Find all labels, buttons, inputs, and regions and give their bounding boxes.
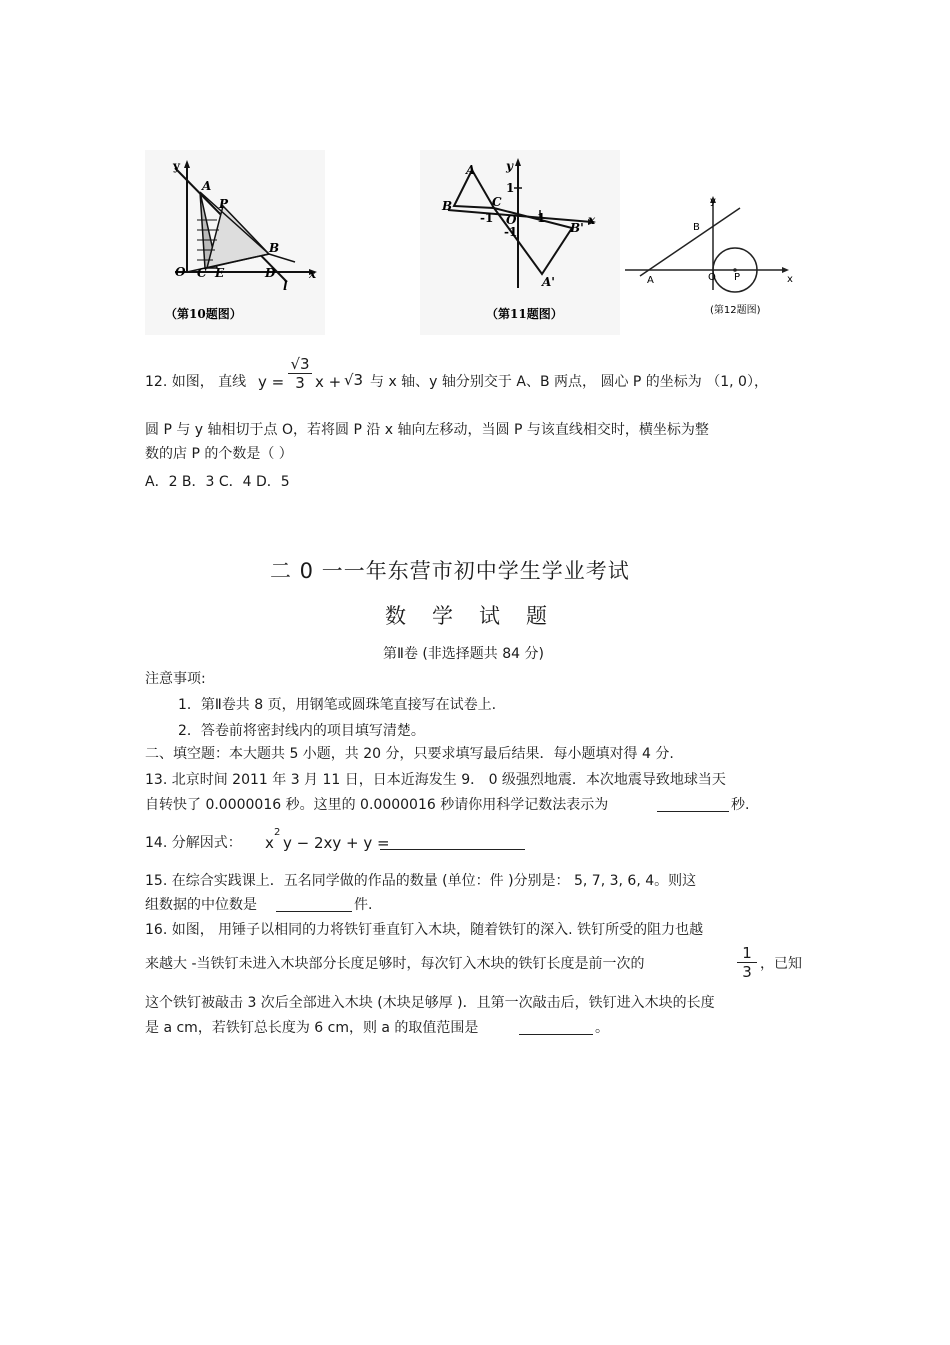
q16-line4: 是 a cm，若铁钉总长度为 6 cm，则 a 的取值范围是 — [145, 1020, 479, 1036]
fig11-label-x: x — [588, 213, 596, 227]
fig11-label-a2: A' — [542, 275, 555, 289]
notes-item-2: 2．答卷前将密封线内的项目填写清楚。 — [178, 723, 425, 739]
fig12-label-o: O — [708, 272, 716, 283]
q13-line2: 自转快了 0.0000016 秒。这里的 0.0000016 秒请你用科学记数法表示为 — [145, 797, 609, 813]
q16-line2-end: ，已知 — [760, 956, 802, 972]
fig12-label-p: P — [734, 272, 741, 283]
q13-unit: 秒. — [731, 797, 750, 813]
q14-expr-x: x — [265, 834, 274, 852]
fig11-label-o: O — [506, 213, 517, 227]
q16-line2: 来越大 -当铁钉未进入木块部分长度足够时，每次钉入木块的铁钉长度是前一次的 — [145, 956, 645, 972]
fig11-label-b: B — [442, 199, 453, 213]
q12-frac-num: √3 — [290, 355, 310, 373]
q12-middle: x + — [315, 373, 342, 391]
q16-line3: 这个铁钉被敲击 3 次后全部进入木块 (木块足够厚 )．且第一次敲击后，铁钉进入木块的长度 — [145, 995, 715, 1011]
fig10-label-b: B — [269, 241, 280, 255]
fig10-label-p: P — [219, 197, 229, 211]
figure-10 — [145, 150, 325, 335]
q12-line3: 数的店 P 的个数是（ ） — [145, 446, 293, 462]
fig10-label-c: C — [197, 266, 207, 280]
fig11-label-neg1y: -1 — [504, 225, 518, 239]
q12-fraction — [288, 355, 312, 392]
q13-line1: 13. 北京时间 2011 年 3 月 11 日，日本近海发生 9． 0 级强烈地震．本次地震导致地球当天 — [145, 772, 726, 788]
q16-frac-num: 1 — [742, 944, 752, 962]
fig12-label-x: x — [787, 274, 793, 285]
q12-sqrt3: √3 — [344, 371, 364, 389]
fig10-label-d: D — [265, 266, 276, 280]
q12-y-equals: y = — [258, 373, 285, 391]
fig11-label-c: C — [492, 195, 502, 209]
q12-suffix: 与 x 轴、y 轴分别交于 A、B 两点， 圆心 P 的坐标为 （1, 0）， — [370, 374, 768, 390]
fig12-label-y: y — [710, 196, 716, 207]
q12-line2: 圆 P 与 y 轴相切于点 O，若将圆 P 沿 x 轴向左移动，当圆 P 与该直线相交时，横坐标为整 — [145, 422, 709, 438]
fig11-label-1y: 1 — [506, 181, 515, 195]
fig10-label-e: E — [215, 266, 225, 280]
q16-answer-blank[interactable] — [519, 1020, 593, 1035]
q12-frac-den: 3 — [295, 374, 305, 392]
q14-exponent: 2 — [274, 827, 281, 838]
q14-prefix: 14. 分解因式： — [145, 835, 242, 851]
fig10-label-a: A — [202, 179, 212, 193]
q16-frac-den: 3 — [742, 963, 752, 981]
q16-fraction — [737, 944, 757, 981]
q12-options: A．2 B．3 C．4 D．5 — [145, 474, 290, 490]
exam-title: 二 0 一一年东营市初中学生学业考试 — [270, 559, 630, 583]
fig10-caption: （第10题图） — [165, 307, 242, 321]
figure-12 — [620, 190, 800, 320]
fig11-caption: （第11题图） — [486, 307, 563, 321]
fig11-label-y: y — [506, 159, 513, 173]
exam-paper-info: 第Ⅱ卷 (非选择题共 84 分) — [383, 646, 544, 662]
q14-expr-rest: y − 2xy + y = — [283, 834, 390, 852]
fig10-label-o: O — [175, 265, 186, 279]
q15-line1: 15. 在综合实践课上．五名同学做的作品的数量 (单位：件 )分别是： 5, 7, 3, 6, 4。则这 — [145, 873, 697, 889]
fig10-label-l: l — [283, 279, 288, 293]
q15-line2-prefix: 组数据的中位数是 — [145, 897, 257, 913]
fig12-label-b: B — [693, 222, 700, 233]
section-2-heading: 二、填空题：本大题共 5 小题，共 20 分，只要求填写最后结果．每小题填对得 4 分. — [145, 746, 674, 762]
fig10-label-y: y — [173, 159, 180, 173]
figure-11 — [420, 150, 620, 335]
q14-answer-blank[interactable] — [380, 835, 525, 850]
notes-item-1: 1．第Ⅱ卷共 8 页，用钢笔或圆珠笔直接写在试卷上. — [178, 697, 497, 713]
fig11-label-b2: B' — [570, 221, 584, 235]
q12-prefix: 12. 如图， 直线 — [145, 374, 247, 390]
notes-heading: 注意事项: — [145, 671, 206, 687]
q16-line4-end: 。 — [595, 1020, 609, 1036]
fig12-label-a: A — [647, 275, 654, 286]
q15-line2-suffix: 件. — [354, 897, 373, 913]
fig11-label-neg1x: -1 — [480, 211, 494, 225]
fig12-caption: (第12题图) — [710, 305, 761, 316]
exam-subject: 数学试题 — [385, 604, 573, 628]
q16-line1: 16. 如图， 用锤子以相同的力将铁钉垂直钉入木块，随着铁钉的深入. 铁钉所受的阻力也越 — [145, 922, 704, 938]
fig10-label-x: x — [309, 267, 317, 281]
q15-answer-blank[interactable] — [276, 897, 352, 912]
q13-answer-blank[interactable] — [657, 797, 729, 812]
fig11-label-1x: 1 — [537, 211, 546, 225]
fig11-label-a: A — [466, 163, 476, 177]
